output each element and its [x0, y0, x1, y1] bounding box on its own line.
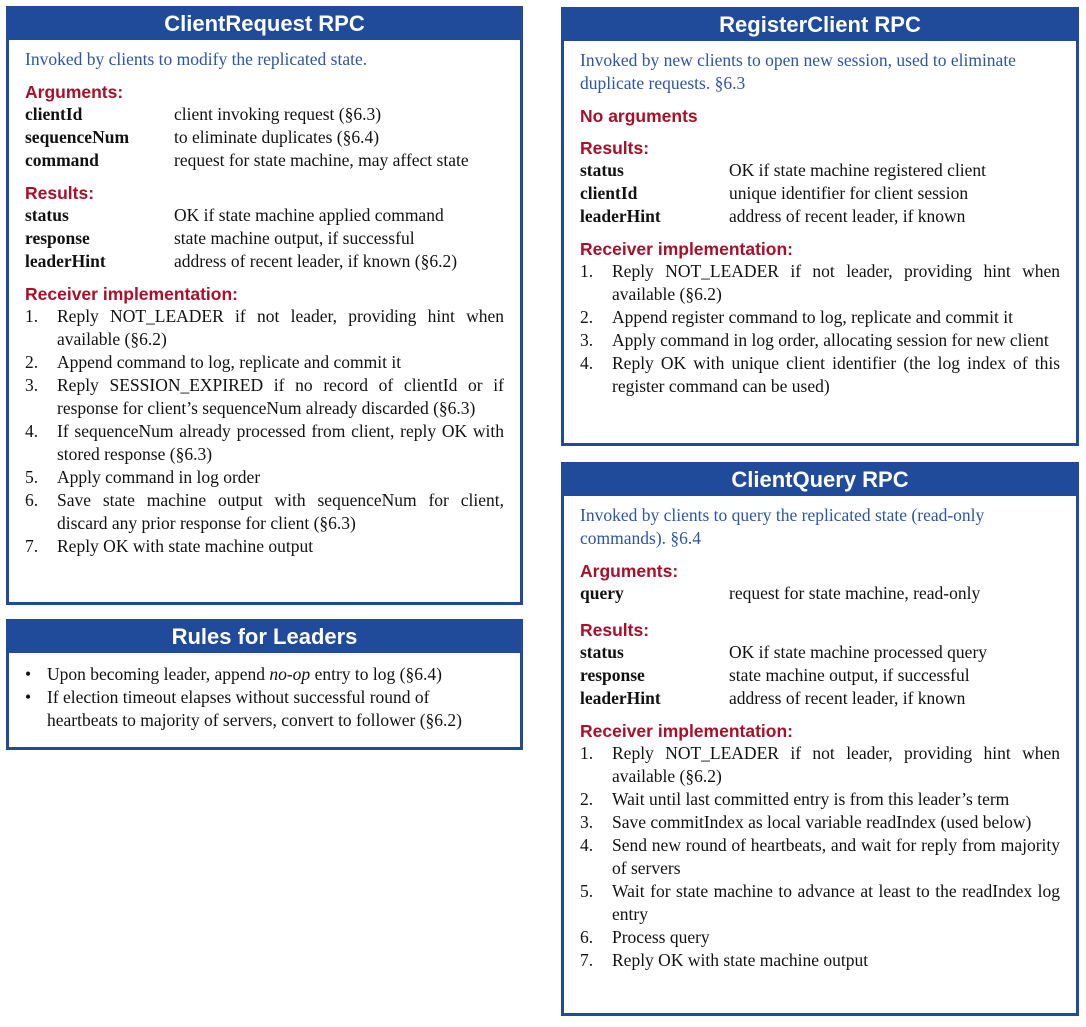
result-row	[25, 250, 504, 273]
step-item	[580, 352, 1060, 398]
client-request-title: ClientRequest RPC	[8, 8, 521, 40]
rule-text-pre: Upon becoming leader, append	[47, 664, 270, 684]
step-item	[580, 306, 1060, 329]
step-item	[25, 305, 504, 351]
result-name: status	[25, 205, 69, 225]
argument-name: sequenceNum	[25, 127, 130, 147]
result-name: clientId	[580, 183, 638, 203]
step-item	[580, 834, 1060, 880]
step-number: 5.	[25, 467, 39, 487]
rule-text-emphasis: no-op	[269, 664, 311, 684]
step-text: Wait for state machine to advance at least to the readIndex log entry	[612, 881, 1060, 924]
argument-row	[25, 149, 504, 172]
argument-desc: to eliminate duplicates (§6.4)	[174, 127, 380, 147]
step-number: 2.	[580, 789, 594, 809]
result-name: leaderHint	[25, 251, 106, 271]
step-text: Reply NOT_LEADER if not leader, providing hint when available (§6.2)	[612, 743, 1060, 786]
client-request-receiver-heading: Receiver implementation:	[25, 284, 238, 304]
step-text: Reply OK with state machine output	[57, 536, 314, 556]
register-client-results	[580, 159, 1060, 228]
bullet-icon: •	[25, 664, 32, 684]
rule-item	[25, 686, 504, 732]
argument-name: clientId	[25, 104, 83, 124]
client-request-description: Invoked by clients to modify the replicated state.	[25, 49, 368, 69]
argument-name: command	[25, 150, 99, 170]
step-text: Reply SESSION_EXPIRED if no record of clientId or if response for client’s sequenceNum already discarded (§6.3)	[57, 375, 504, 418]
step-number: 1.	[25, 306, 39, 326]
result-row	[25, 204, 504, 227]
step-number: 7.	[25, 536, 39, 556]
client-query-rpc-box	[561, 462, 1079, 1016]
argument-name: query	[580, 583, 624, 603]
step-item	[25, 466, 504, 489]
step-text: Wait until last committed entry is from this leader’s term	[612, 789, 1010, 809]
result-row	[580, 182, 1060, 205]
argument-desc: request for state machine, read-only	[729, 583, 981, 603]
argument-desc: client invoking request (§6.3)	[174, 104, 382, 124]
register-client-title: RegisterClient RPC	[563, 9, 1077, 41]
client-request-rpc-box	[6, 6, 523, 605]
step-text: Save commitIndex as local variable readIndex (used below)	[612, 812, 1032, 832]
step-number: 6.	[580, 927, 594, 947]
step-text: If sequenceNum already processed from client, reply OK with stored response (§6.3)	[57, 421, 504, 464]
result-desc: address of recent leader, if known	[729, 206, 966, 226]
step-item	[580, 880, 1060, 926]
step-number: 3.	[580, 330, 594, 350]
client-query-arguments-heading: Arguments:	[580, 561, 679, 581]
argument-row	[580, 582, 1060, 605]
argument-desc: request for state machine, may affect state	[174, 150, 469, 170]
rule-item	[25, 663, 504, 686]
step-item	[580, 949, 1060, 972]
step-item	[580, 329, 1060, 352]
step-number: 6.	[25, 490, 39, 510]
result-desc: address of recent leader, if known	[729, 688, 966, 708]
client-request-arguments	[25, 103, 504, 172]
step-number: 2.	[580, 307, 594, 327]
step-text: Reply OK with unique client identifier (the log index of this register command can be used)	[612, 353, 1060, 396]
step-text: Apply command in log order	[57, 467, 261, 487]
step-number: 5.	[580, 881, 594, 901]
argument-row	[25, 126, 504, 149]
rules-for-leaders-box	[6, 619, 523, 750]
result-row	[580, 664, 1060, 687]
step-text: Append register command to log, replicate and commit it	[612, 307, 1013, 327]
result-row	[580, 687, 1060, 710]
step-text: Send new round of heartbeats, and wait for reply from majority of servers	[612, 835, 1060, 878]
client-query-results-heading: Results:	[580, 620, 650, 640]
step-item	[580, 788, 1060, 811]
argument-row	[25, 103, 504, 126]
client-query-steps	[580, 742, 1060, 972]
result-desc: address of recent leader, if known (§6.2)	[174, 251, 458, 271]
step-number: 3.	[25, 375, 39, 395]
step-number: 2.	[25, 352, 39, 372]
step-number: 4.	[580, 835, 594, 855]
result-name: status	[580, 160, 624, 180]
step-item	[580, 926, 1060, 949]
result-desc: unique identifier for client session	[729, 183, 969, 203]
rules-for-leaders-list	[25, 663, 504, 732]
step-item	[25, 420, 504, 466]
result-desc: OK if state machine applied command	[174, 205, 444, 225]
register-client-receiver-heading: Receiver implementation:	[580, 239, 793, 259]
step-text: Reply NOT_LEADER if not leader, providing hint when available (§6.2)	[612, 261, 1060, 304]
client-query-description: Invoked by clients to query the replicated state (read-only commands). §6.4	[580, 505, 985, 548]
step-number: 7.	[580, 950, 594, 970]
client-request-arguments-heading: Arguments:	[25, 82, 124, 102]
step-number: 1.	[580, 261, 594, 281]
result-name: response	[25, 228, 90, 248]
register-client-arguments-heading: No arguments	[580, 106, 698, 126]
register-client-description: Invoked by new clients to open new session, used to eliminate duplicate requests. §6.3	[580, 50, 1016, 93]
bullet-icon: •	[25, 687, 32, 707]
result-name: leaderHint	[580, 688, 661, 708]
client-request-results-heading: Results:	[25, 183, 95, 203]
client-query-results	[580, 641, 1060, 710]
step-number: 3.	[580, 812, 594, 832]
result-name: status	[580, 642, 624, 662]
client-query-title: ClientQuery RPC	[563, 464, 1077, 496]
result-desc: state machine output, if successful	[729, 665, 970, 685]
register-client-results-heading: Results:	[580, 138, 650, 158]
result-desc: OK if state machine processed query	[729, 642, 988, 662]
client-request-steps	[25, 305, 504, 558]
step-number: 4.	[580, 353, 594, 373]
step-text: Process query	[612, 927, 710, 947]
result-name: leaderHint	[580, 206, 661, 226]
rule-text	[47, 663, 504, 686]
step-item	[25, 535, 504, 558]
step-item	[25, 374, 504, 420]
result-row	[25, 227, 504, 250]
result-desc: OK if state machine registered client	[729, 160, 987, 180]
step-text: Save state machine output with sequenceNum for client, discard any prior response for client (§6.3)	[57, 490, 504, 533]
rule-text: If election timeout elapses without successful round of heartbeats to majority of servers, convert to follower (§6.2)	[47, 687, 463, 730]
result-row	[580, 159, 1060, 182]
step-item	[580, 260, 1060, 306]
step-number: 4.	[25, 421, 39, 441]
result-desc: state machine output, if successful	[174, 228, 415, 248]
register-client-rpc-box	[561, 7, 1079, 446]
step-number: 1.	[580, 743, 594, 763]
step-item	[580, 742, 1060, 788]
rule-text-post: entry to log (§6.4)	[310, 664, 442, 684]
client-query-arguments	[580, 582, 1060, 605]
step-item	[25, 489, 504, 535]
step-text: Reply NOT_LEADER if not leader, providing hint when available (§6.2)	[57, 306, 504, 349]
step-item	[25, 351, 504, 374]
step-text: Append command to log, replicate and commit it	[57, 352, 402, 372]
register-client-steps	[580, 260, 1060, 398]
result-name: response	[580, 665, 645, 685]
rules-for-leaders-title: Rules for Leaders	[8, 621, 521, 653]
client-request-results	[25, 204, 504, 273]
step-item	[580, 811, 1060, 834]
result-row	[580, 205, 1060, 228]
client-query-receiver-heading: Receiver implementation:	[580, 721, 793, 741]
step-text: Reply OK with state machine output	[612, 950, 869, 970]
result-row	[580, 641, 1060, 664]
step-text: Apply command in log order, allocating session for new client	[612, 330, 1049, 350]
